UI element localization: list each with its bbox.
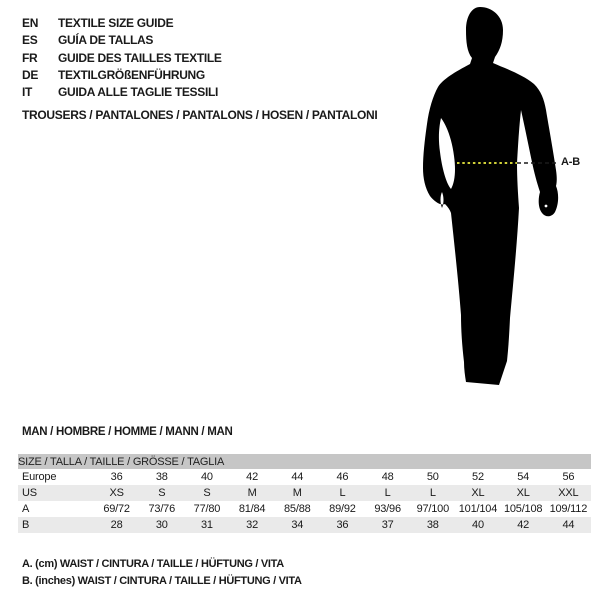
table-row-us	[18, 485, 591, 501]
lang-row-de	[22, 67, 222, 84]
cell: XXL	[558, 487, 579, 499]
cell: 54	[517, 471, 530, 483]
cell: 52	[472, 471, 484, 483]
lang-row-es	[22, 32, 222, 49]
measure-label: A-B	[561, 156, 580, 168]
note-b: B. (inches) WAIST / CINTURA / TAILLE / HÜFTUNG / VITA	[22, 574, 302, 587]
cell: 101/104	[458, 503, 498, 515]
man-silhouette	[400, 0, 600, 400]
cell: 42	[517, 519, 530, 531]
cell: 50	[426, 471, 439, 483]
lang-code: DE	[22, 67, 39, 82]
size-table	[18, 454, 591, 533]
cell: 40	[472, 519, 484, 531]
cell: S	[158, 487, 166, 499]
cell: XL	[471, 487, 485, 499]
row-label: A	[22, 503, 30, 515]
cell: 36	[336, 519, 349, 531]
cell: 31	[201, 519, 213, 531]
cell: 40	[201, 471, 213, 483]
section-heading: MAN / HOMBRE / HOMME / MANN / MAN	[22, 426, 233, 438]
cell: 34	[291, 519, 304, 531]
cell: L	[429, 487, 436, 499]
lang-code: FR	[22, 50, 38, 65]
cell: 105/108	[503, 503, 543, 515]
cell: 28	[110, 519, 123, 531]
table-row-a-cm	[18, 501, 591, 517]
row-label: Europe	[22, 471, 57, 483]
cell: 42	[246, 471, 259, 483]
cell: L	[384, 487, 391, 499]
row-label: US	[22, 487, 37, 499]
lang-row-it	[22, 84, 222, 101]
lang-code: EN	[22, 16, 39, 30]
category-heading: TROUSERS / PANTALONES / PANTALONS / HOSEN / PANTALONI	[22, 108, 378, 122]
lang-label: GUÍA DE TALLAS	[58, 33, 154, 48]
cell: M	[292, 487, 302, 499]
cell: 30	[155, 519, 168, 531]
lang-label: TEXTILE SIZE GUIDE	[58, 16, 174, 30]
cell: 81/84	[238, 503, 266, 515]
cell: 109/112	[549, 503, 588, 515]
cell: XS	[109, 487, 124, 499]
cell: S	[203, 487, 211, 499]
cell: 48	[381, 471, 394, 483]
language-list	[22, 15, 222, 101]
cell: 73/76	[148, 503, 176, 515]
cell: 32	[246, 519, 259, 531]
note-a: A. (cm) WAIST / CINTURA / TAILLE / HÜFTUNG / VITA	[22, 558, 284, 570]
cell: 97/100	[416, 503, 450, 515]
size-table-wrap	[18, 454, 591, 533]
lang-label: GUIDE DES TAILLES TEXTILE	[58, 50, 222, 65]
lang-code: IT	[22, 85, 33, 100]
table-header: SIZE / TALLA / TAILLE / GRÖSSE / TAGLIA	[18, 454, 591, 469]
cell: 77/80	[193, 503, 221, 515]
cell: 85/88	[284, 503, 311, 515]
cell: L	[339, 487, 346, 499]
lang-code: ES	[22, 33, 38, 48]
lang-label: TEXTILGRÖßENFÜHRUNG	[58, 67, 205, 82]
table-header-row	[18, 454, 591, 469]
cell: 36	[110, 471, 123, 483]
hand-highlight	[545, 205, 548, 208]
lang-label: GUIDA ALLE TAGLIE TESSILI	[58, 85, 219, 100]
cell: 69/72	[103, 503, 130, 515]
lang-row-en	[22, 15, 222, 32]
cell: 38	[426, 519, 439, 531]
cell: M	[247, 487, 257, 499]
lang-row-fr	[22, 50, 222, 67]
cell: 44	[291, 471, 304, 483]
cell: 89/92	[329, 503, 356, 515]
table-row-europe	[18, 469, 591, 485]
cell: 38	[155, 471, 168, 483]
cell: 46	[336, 471, 349, 483]
cell: 93/96	[374, 503, 401, 515]
row-label: B	[22, 519, 30, 531]
cell: 37	[381, 519, 394, 531]
cell: 56	[562, 471, 575, 483]
cell: 44	[562, 519, 575, 531]
table-row-b-inches	[18, 517, 591, 533]
cell: XL	[516, 487, 530, 499]
footnotes	[22, 556, 302, 589]
